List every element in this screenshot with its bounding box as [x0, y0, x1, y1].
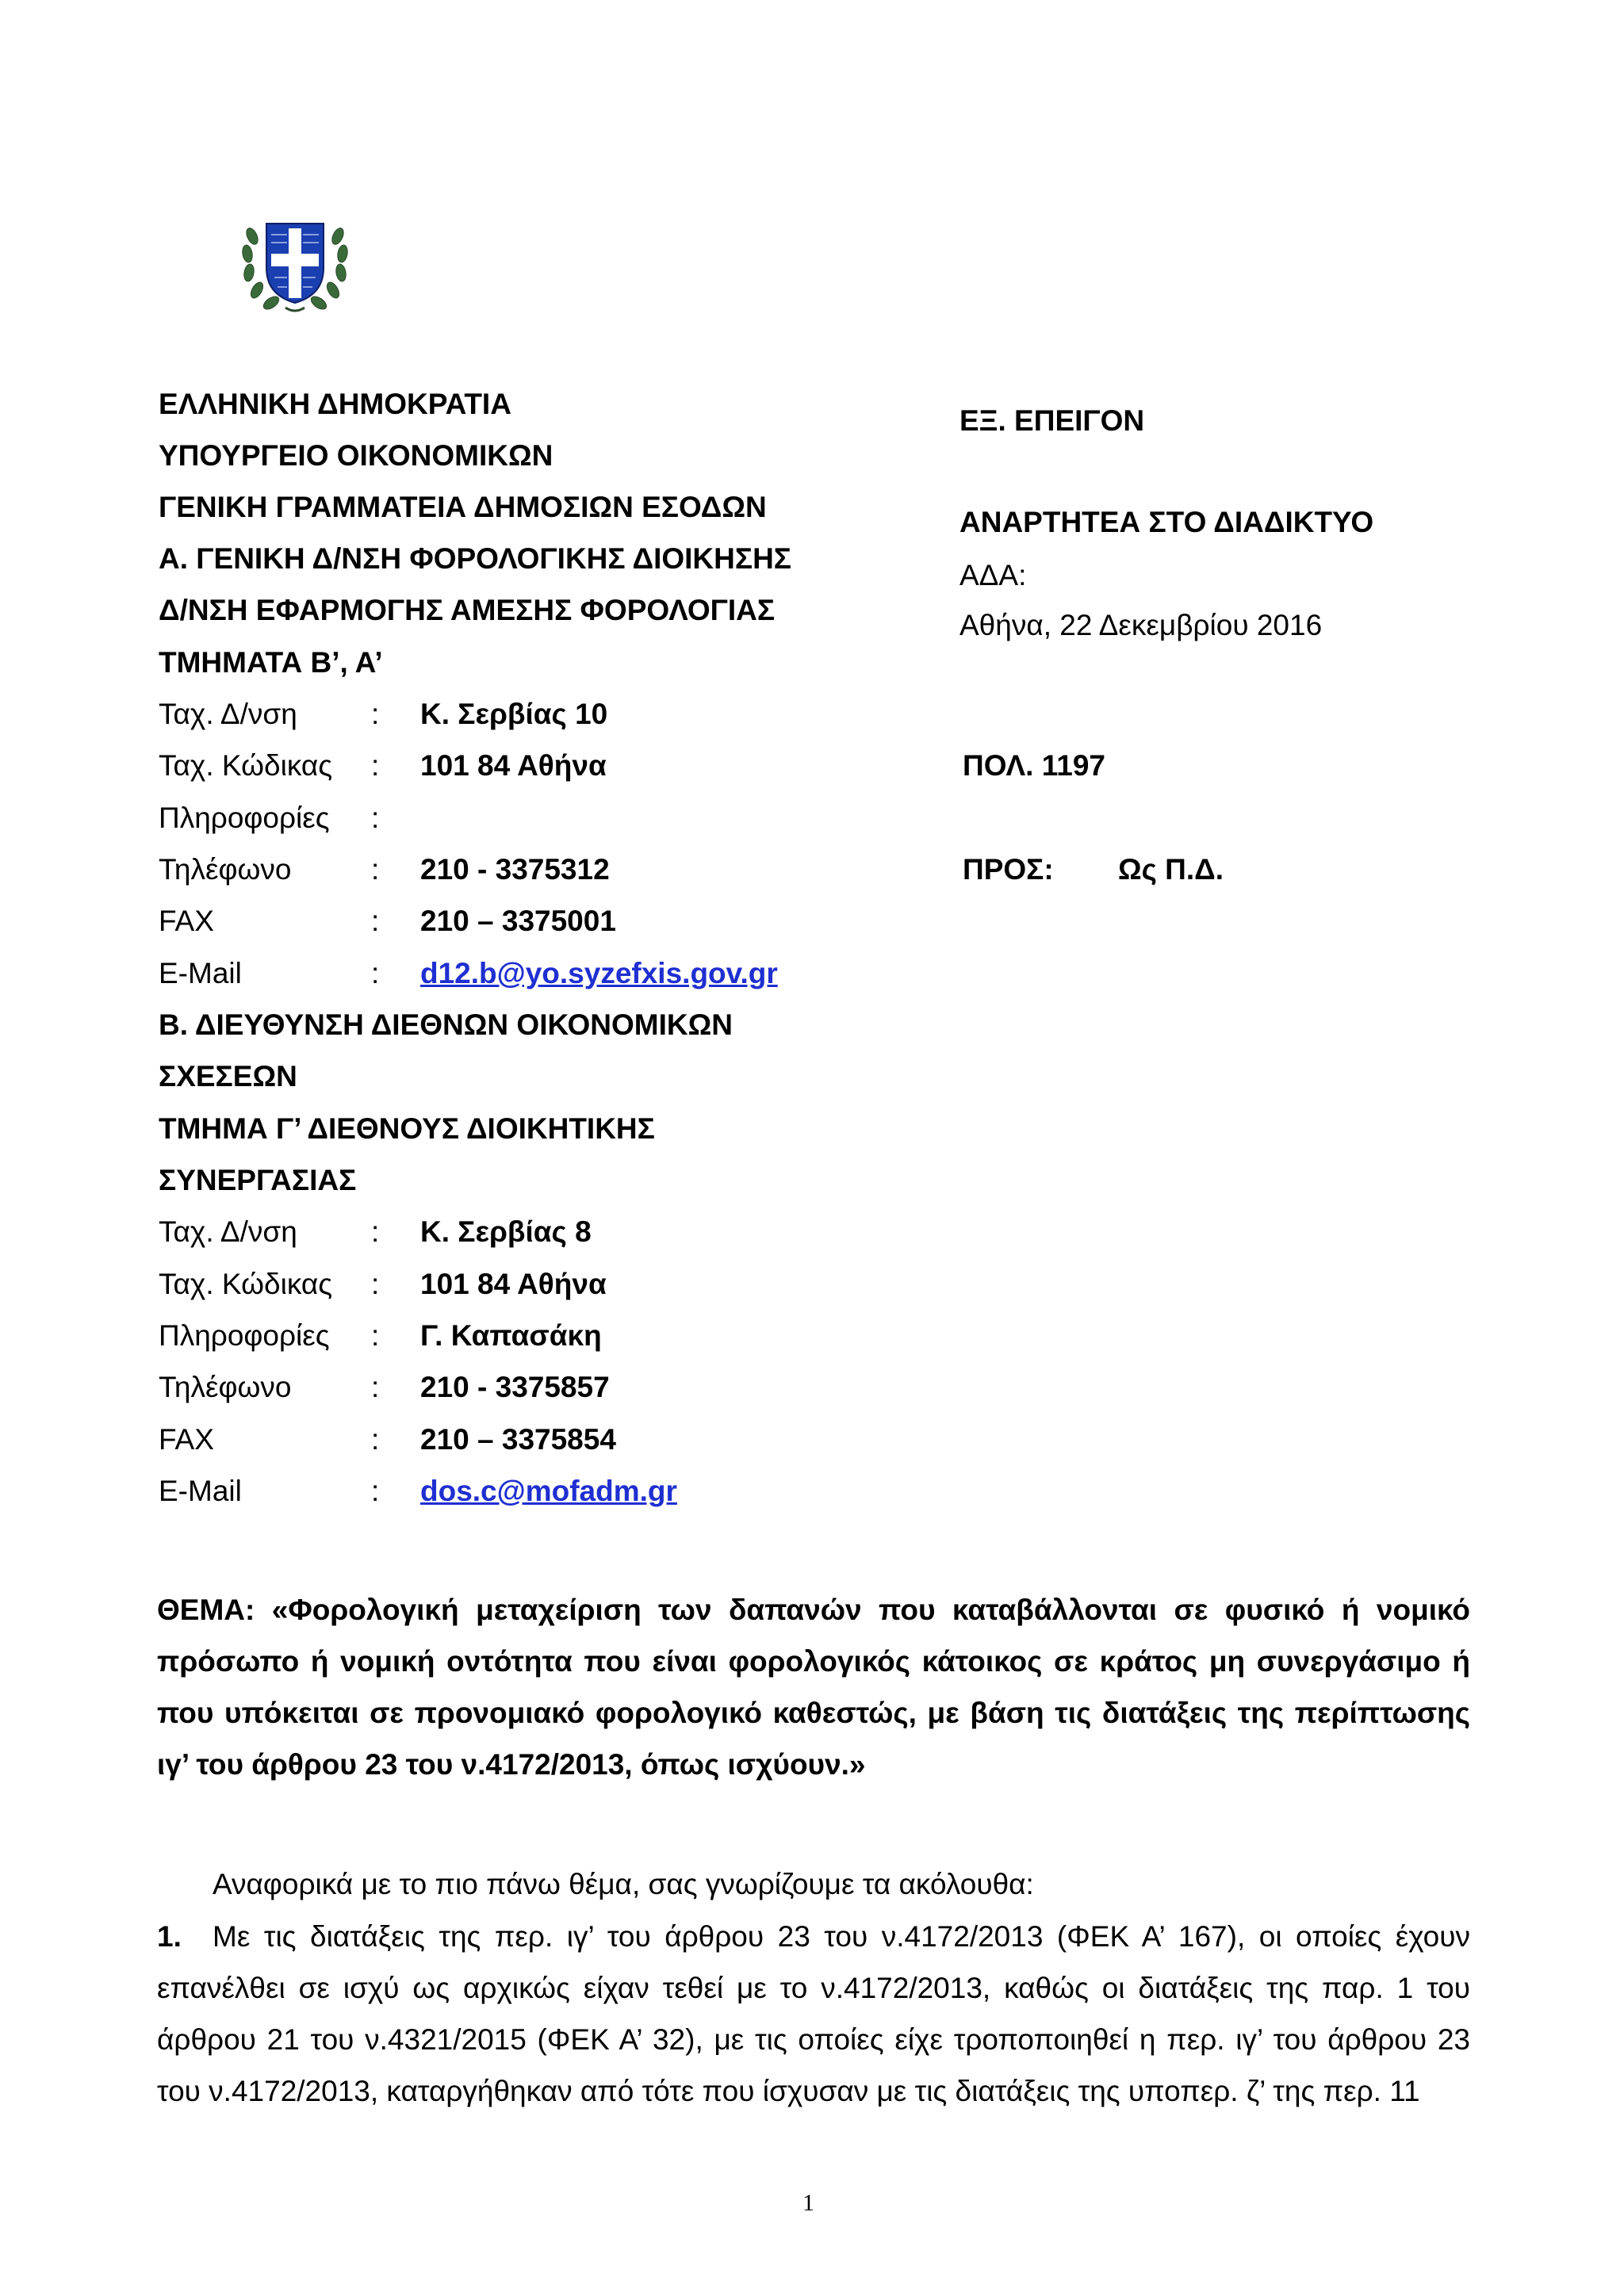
page-number: 1 — [802, 2190, 814, 2216]
colon: : — [371, 749, 380, 782]
paragraph-text: Με τις διατάξεις της περ. ιγ’ του άρθρου 23 του ν.4172/2013 (ΦΕΚ Α’ 167), οι οποίες έχουν επανέλθει σε ισχύ ως αρχικώς είχαν τεθεί με το ν.4172/2013, καθώς οι διατάξεις της παρ. 1 του άρθρου 21 του ν.4321/2015 (ΦΕΚ Α’ 32), με τις οποίες είχε τροποποιηθεί η περ. ιγ’ του άρθρου 23 του ν.4172/2013, καταργήθηκαν από τότε που ίσχυσαν με τις διατάξεις της υποπερ. ζ’ της περ. 11 — [157, 1920, 1470, 2107]
org-line-1: ΕΛΛΗΝΙΚΗ ΔΗΜΟΚΡΑΤΙΑ — [159, 388, 511, 420]
colon: : — [371, 802, 380, 834]
colon: : — [371, 1371, 380, 1403]
value: 210 - 3375312 — [420, 853, 610, 886]
label: Ταχ. Δ/νση — [159, 698, 297, 730]
colon: : — [371, 1215, 380, 1248]
section-b-line-2: ΣΧΕΣΕΩΝ — [159, 1060, 297, 1093]
label: Τηλέφωνο — [159, 1371, 292, 1403]
colon: : — [371, 905, 380, 937]
email-link[interactable]: dos.c@mofadm.gr — [420, 1475, 677, 1507]
value: 210 – 3375854 — [420, 1423, 616, 1456]
intro-text: Αναφορικά με το πιο πάνω θέμα, σας γνωρίζουμε τα ακόλουθα: — [213, 1868, 1034, 1900]
org-line-4: Α. ΓΕΝΙΚΗ Δ/ΝΣΗ ΦΟΡΟΛΟΓΙΚΗΣ ΔΙΟΙΚΗΣΗΣ — [159, 542, 791, 575]
recipient-value: Ως Π.Δ. — [1118, 853, 1224, 886]
urgent-label: ΕΞ. ΕΠΕΙΓΟΝ — [959, 404, 1145, 437]
colon: : — [371, 1475, 380, 1507]
label: Τηλέφωνο — [159, 853, 292, 886]
label: FAX — [159, 905, 214, 937]
paragraph-number: 1. — [157, 1920, 182, 1953]
org-line-5: Δ/ΝΣΗ ΕΦΑΡΜΟΓΗΣ ΑΜΕΣΗΣ ΦΟΡΟΛΟΓΙΑΣ — [159, 594, 776, 626]
value: Γ. Καπασάκη — [420, 1319, 602, 1352]
value: 101 84 Αθήνα — [420, 1268, 607, 1300]
colon: : — [371, 957, 380, 989]
label: E-Mail — [159, 957, 242, 989]
colon: : — [371, 698, 380, 730]
label: Πληροφορίες — [159, 1319, 330, 1352]
label: FAX — [159, 1423, 214, 1456]
post-online-label: ΑΝΑΡΤΗΤΕΑ ΣΤΟ ΔΙΑΔΙΚΤΥΟ — [959, 506, 1374, 538]
section-b-line-3: ΤΜΗΜΑ Γ’ ΔΙΕΘΝΟΥΣ ΔΙΟΙΚΗΤΙΚΗΣ — [159, 1112, 655, 1145]
colon: : — [371, 1423, 380, 1456]
subject: ΘΕΜΑ: «Φορολογική μεταχείριση των δαπανών που καταβάλλονται σε φυσικό ή νομικό πρόσωπο ή νομική οντότητα που είναι φορολογικός κάτοικος σε κράτος μη συνεργάσιμο ή που υπόκειται σε προνομιακό φορολογικό καθεστώς, με βάση τις διατάξεις της περίπτωσης ιγ’ του άρθρου 23 του ν.4172/2013, όπως ισχύουν.» — [157, 1594, 1470, 1781]
label: Πληροφορίες — [159, 802, 330, 834]
greek-coat-of-arms-icon — [238, 212, 352, 316]
org-line-6: ΤΜΗΜΑΤΑ Β’, Α’ — [159, 646, 383, 679]
value: Κ. Σερβίας 10 — [420, 698, 608, 730]
colon: : — [371, 1268, 380, 1300]
colon: : — [371, 1319, 380, 1352]
label: Ταχ. Δ/νση — [159, 1215, 297, 1248]
ada-label: ΑΔΑ: — [959, 559, 1027, 591]
document-date: Αθήνα, 22 Δεκεμβρίου 2016 — [959, 609, 1323, 641]
org-line-2: ΥΠΟΥΡΓΕΙΟ ΟΙΚΟΝΟΜΙΚΩΝ — [159, 439, 553, 472]
colon: : — [371, 853, 380, 886]
value: 210 - 3375857 — [420, 1371, 610, 1403]
recipient-label: ΠΡΟΣ: — [963, 853, 1054, 886]
section-b-line-1: Β. ΔΙΕΥΘΥΝΣΗ ΔΙΕΘΝΩΝ ΟΙΚΟΝΟΜΙΚΩΝ — [159, 1008, 733, 1041]
label: Ταχ. Κώδικας — [159, 1268, 333, 1300]
value: Κ. Σερβίας 8 — [420, 1215, 592, 1248]
value: 210 – 3375001 — [420, 905, 616, 937]
email-link[interactable]: d12.b@yo.syzefxis.gov.gr — [420, 957, 778, 989]
org-line-3: ΓΕΝΙΚΗ ΓΡΑΜΜΑΤΕΙΑ ΔΗΜΟΣΙΩΝ ΕΣΟΔΩΝ — [159, 491, 767, 523]
label: E-Mail — [159, 1475, 242, 1507]
section-b-line-4: ΣΥΝΕΡΓΑΣΙΑΣ — [159, 1164, 357, 1196]
paragraph-1 — [157, 1911, 1470, 2117]
value: 101 84 Αθήνα — [420, 749, 607, 782]
pol-number: ΠΟΛ. 1197 — [963, 749, 1106, 782]
label: Ταχ. Κώδικας — [159, 749, 333, 782]
